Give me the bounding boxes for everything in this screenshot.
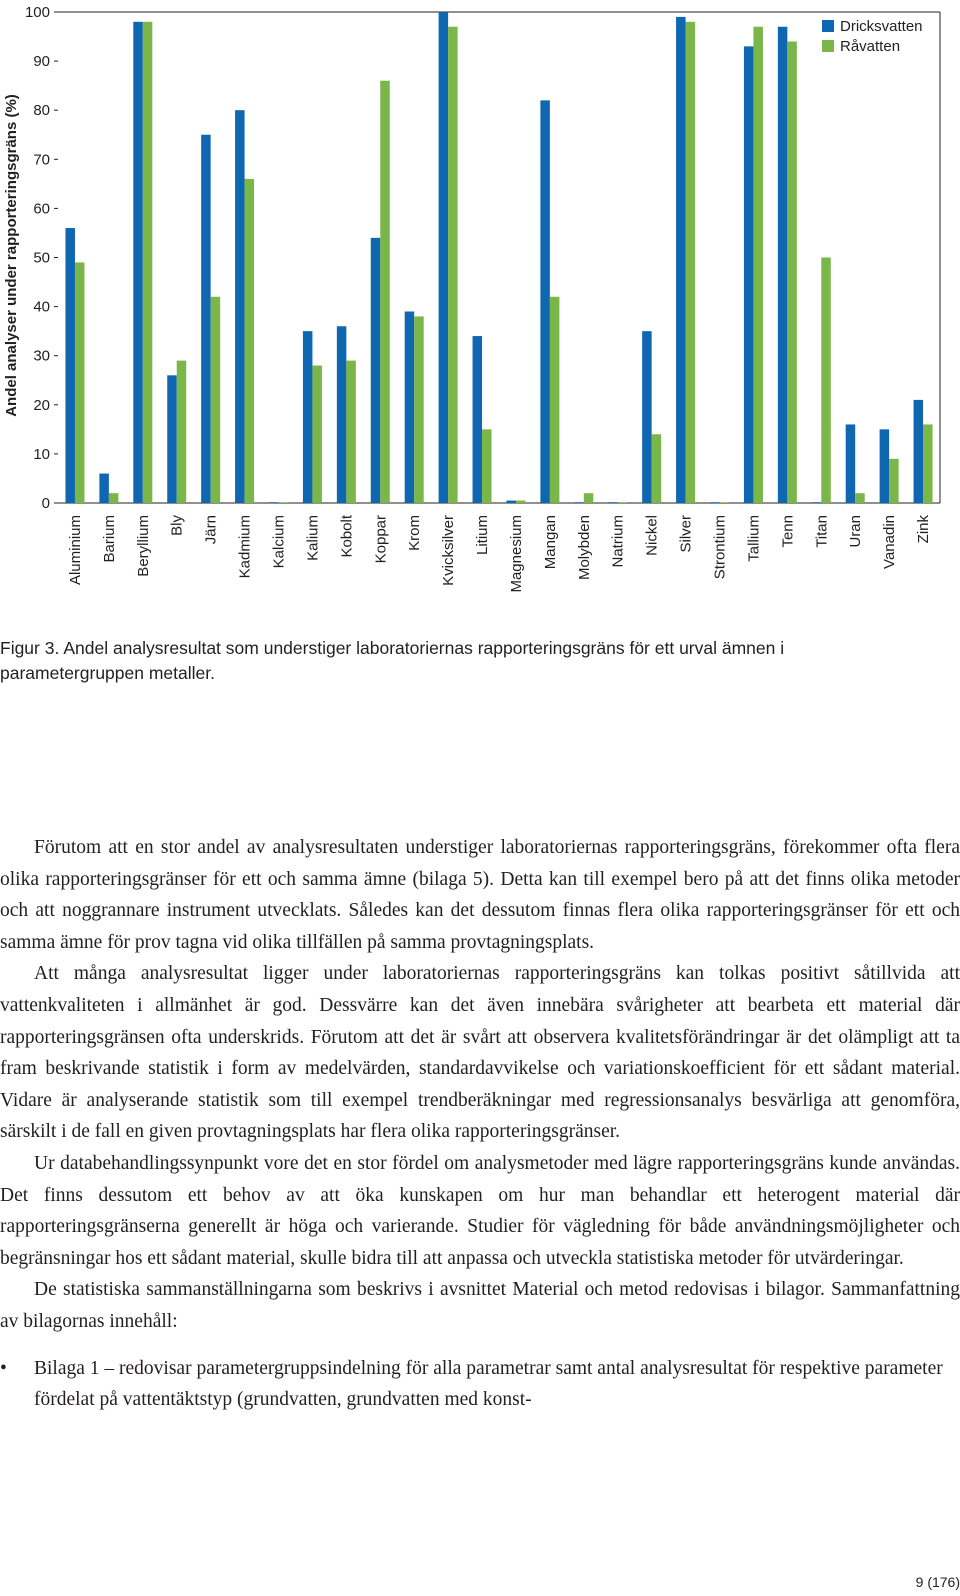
x-tick-label: Vanadin [881, 515, 899, 569]
y-tick-label: 70 [33, 151, 50, 169]
figure-caption [0, 636, 930, 686]
bar-råvatten-mangan [550, 297, 560, 503]
x-tick-label: Kalium [304, 515, 322, 561]
y-tick-label: 60 [33, 200, 50, 218]
y-tick-label: 100 [24, 4, 50, 21]
bar-råvatten-kadmium [245, 179, 255, 503]
bar-dricksvatten-silver [676, 17, 686, 503]
legend-swatch-råvatten [822, 40, 834, 52]
bar-råvatten-kobolt [346, 361, 356, 503]
y-tick-label: 30 [33, 347, 50, 365]
bar-dricksvatten-kalcium [269, 502, 279, 503]
x-tick-label: Järn [202, 515, 220, 545]
x-tick-label: Koppar [372, 515, 390, 564]
bar-råvatten-koppar [380, 81, 390, 503]
bar-råvatten-tenn [787, 41, 797, 503]
bar-dricksvatten-strontium [710, 502, 720, 503]
bar-chart [0, 0, 960, 620]
bar-råvatten-nickel [652, 434, 662, 503]
bar-dricksvatten-beryllium [133, 22, 143, 503]
bar-dricksvatten-nickel [642, 331, 652, 503]
bar-råvatten-kalium [312, 366, 322, 503]
bar-dricksvatten-aluminium [65, 228, 75, 503]
bar-dricksvatten-koppar [371, 238, 381, 503]
x-tick-label: Tenn [779, 515, 797, 548]
x-tick-label: Silver [677, 515, 695, 553]
legend-label: Dricksvatten [840, 18, 923, 35]
bar-dricksvatten-kalium [303, 331, 313, 503]
y-tick-label: 0 [41, 495, 50, 512]
bar-råvatten-barium [109, 493, 119, 503]
figure-caption-text: Andel analysresultat som understiger laboratoriernas rapporteringsgräns för ett urval ämnen i parametergruppen metaller. [0, 638, 785, 683]
bar-råvatten-magnesium [516, 501, 526, 503]
body-text [0, 832, 960, 1416]
paragraph: Att många analysresultat ligger under laboratoriernas rapporteringsgräns kan tolkas positivt såtillvida att vattenkvaliteten i allmänhet är god. Dessvärre kan det även innebära svårigheter att bearbeta ett material där rapporteringsgränsen ofta underskrids. Förutom att det är svårt att observera kvalitetsförändringar är det olämpligt att ta fram beskrivande statistik i form av medelvärden, standardavvikelse och variationskoefficient för ett sådant material. Vidare är analyserande statistik som till exempel trendberäkningar med regressionsanalys besvärliga att genomföra, särskilt i de fall en given provtagningsplats har flera olika rapporteringsgränser. [0, 963, 960, 1143]
bar-dricksvatten-kvicksilver [439, 12, 449, 503]
x-tick-label: Magnesium [507, 515, 525, 593]
bar-dricksvatten-uran [846, 424, 856, 503]
x-tick-label: Molybden [575, 515, 593, 581]
x-tick-label: Kvicksilver [440, 515, 458, 586]
page-number: 9 (176) [915, 1574, 960, 1590]
paragraph: Förutom att en stor andel av analysresultaten understiger laboratoriernas rapporteringsgräns, förekommer ofta flera olika rapporteringsgränser för ett och samma ämne (bilaga 5). Detta kan till exempel bero på att det finns olika metoder och att noggrannare instrument utvecklats. Således kan det dessutom finnas flera olika rapporteringsgränser för ett och samma ämne för prov tagna vid olika tillfällen på samma provtagningsplats. [0, 837, 960, 953]
x-tick-label: Kadmium [236, 515, 254, 579]
bar-dricksvatten-titan [812, 502, 822, 503]
bar-råvatten-aluminium [75, 262, 85, 503]
list-item-text: Bilaga 1 – redovisar parametergruppsindelning för alla parametrar samt antal analysresultat för respektive parameter fördelat på vattentäktstyp (grundvatten, grundvatten med konst- [34, 1357, 943, 1411]
y-tick-label: 40 [33, 298, 50, 316]
list-item [0, 1353, 960, 1416]
bar-råvatten-natrium [618, 502, 628, 503]
bar-råvatten-uran [855, 493, 865, 503]
bar-råvatten-molybden [584, 493, 594, 503]
y-tick-label: 10 [33, 445, 50, 463]
bar-råvatten-bly [177, 361, 187, 503]
x-tick-label: Uran [847, 515, 865, 548]
x-tick-label: Krom [406, 515, 424, 551]
chart-axes [54, 12, 940, 503]
bar-råvatten-zink [923, 424, 933, 503]
bar-dricksvatten-molybden [574, 502, 584, 503]
bar-råvatten-silver [686, 22, 696, 503]
paragraph: De statistiska sammanställningarna som beskrivs i avsnittet Material och metod redovisas i bilagor. Sammanfattning av bilagornas innehåll: [0, 1279, 960, 1332]
x-tick-label: Mangan [541, 515, 559, 570]
bar-dricksvatten-järn [201, 135, 211, 503]
y-tick-label: 20 [33, 396, 50, 414]
bar-dricksvatten-magnesium [506, 501, 516, 503]
bar-dricksvatten-barium [99, 474, 109, 503]
bullet-list [0, 1353, 960, 1416]
y-tick-label: 80 [33, 102, 50, 120]
x-tick-label: Aluminium [66, 515, 84, 586]
bar-råvatten-titan [821, 258, 831, 504]
x-tick-label: Strontium [711, 515, 729, 580]
paragraph: Ur databehandlingssynpunkt vore det en stor fördel om analysmetoder med lägre rapporteringsgräns kunde användas. Det finns dessutom ett behov av att öka kunskapen om hur man behandlar ett heterogent material där rapporteringsgränserna generellt är höga och varierande. Studier för vägledning för både användningsmöjligheter och begränsningar hos ett sådant material, skulle bidra till att anpassa och utveckla statistiska metoder för utvärderingar. [0, 1152, 960, 1269]
bar-råvatten-järn [211, 297, 221, 503]
bar-råvatten-krom [414, 316, 424, 503]
bar-råvatten-tallium [753, 27, 763, 503]
x-tick-label: Barium [100, 515, 118, 563]
bar-råvatten-vanadin [889, 459, 899, 503]
y-tick-label: 90 [33, 53, 50, 71]
x-tick-label: Titan [813, 515, 831, 548]
y-tick-label: 50 [33, 249, 50, 267]
bar-dricksvatten-mangan [540, 100, 550, 503]
bar-råvatten-strontium [720, 502, 730, 503]
chart-bars [65, 12, 932, 503]
bar-råvatten-kvicksilver [448, 27, 458, 503]
bar-dricksvatten-litium [473, 336, 483, 503]
y-axis-label: Andel analyser under rapporteringsgräns (%) [3, 94, 20, 417]
bar-dricksvatten-kadmium [235, 110, 245, 503]
bar-råvatten-litium [482, 429, 492, 503]
figure-label: Figur 3. [0, 638, 60, 658]
bar-dricksvatten-tenn [778, 27, 788, 503]
x-tick-label: Nickel [643, 515, 661, 556]
legend-label: Råvatten [840, 38, 901, 55]
x-tick-label: Kalcium [270, 515, 288, 569]
bullet-icon: • [0, 1357, 7, 1379]
x-tick-label: Kobolt [338, 515, 356, 558]
bar-råvatten-kalcium [279, 502, 289, 503]
bar-dricksvatten-vanadin [880, 429, 890, 503]
x-tick-label: Zink [915, 515, 933, 544]
bar-dricksvatten-natrium [608, 502, 618, 503]
bar-råvatten-beryllium [143, 22, 153, 503]
legend-swatch-dricksvatten [822, 20, 834, 32]
x-tick-label: Natrium [609, 515, 627, 568]
bar-dricksvatten-tallium [744, 46, 754, 503]
bar-dricksvatten-zink [914, 400, 924, 503]
x-tick-label: Tallium [745, 515, 763, 562]
x-tick-label: Litium [474, 515, 492, 556]
bar-dricksvatten-bly [167, 375, 177, 503]
bar-dricksvatten-krom [405, 312, 415, 503]
x-tick-label: Beryllium [134, 515, 152, 577]
bar-dricksvatten-kobolt [337, 326, 347, 503]
x-tick-label: Bly [168, 515, 186, 536]
